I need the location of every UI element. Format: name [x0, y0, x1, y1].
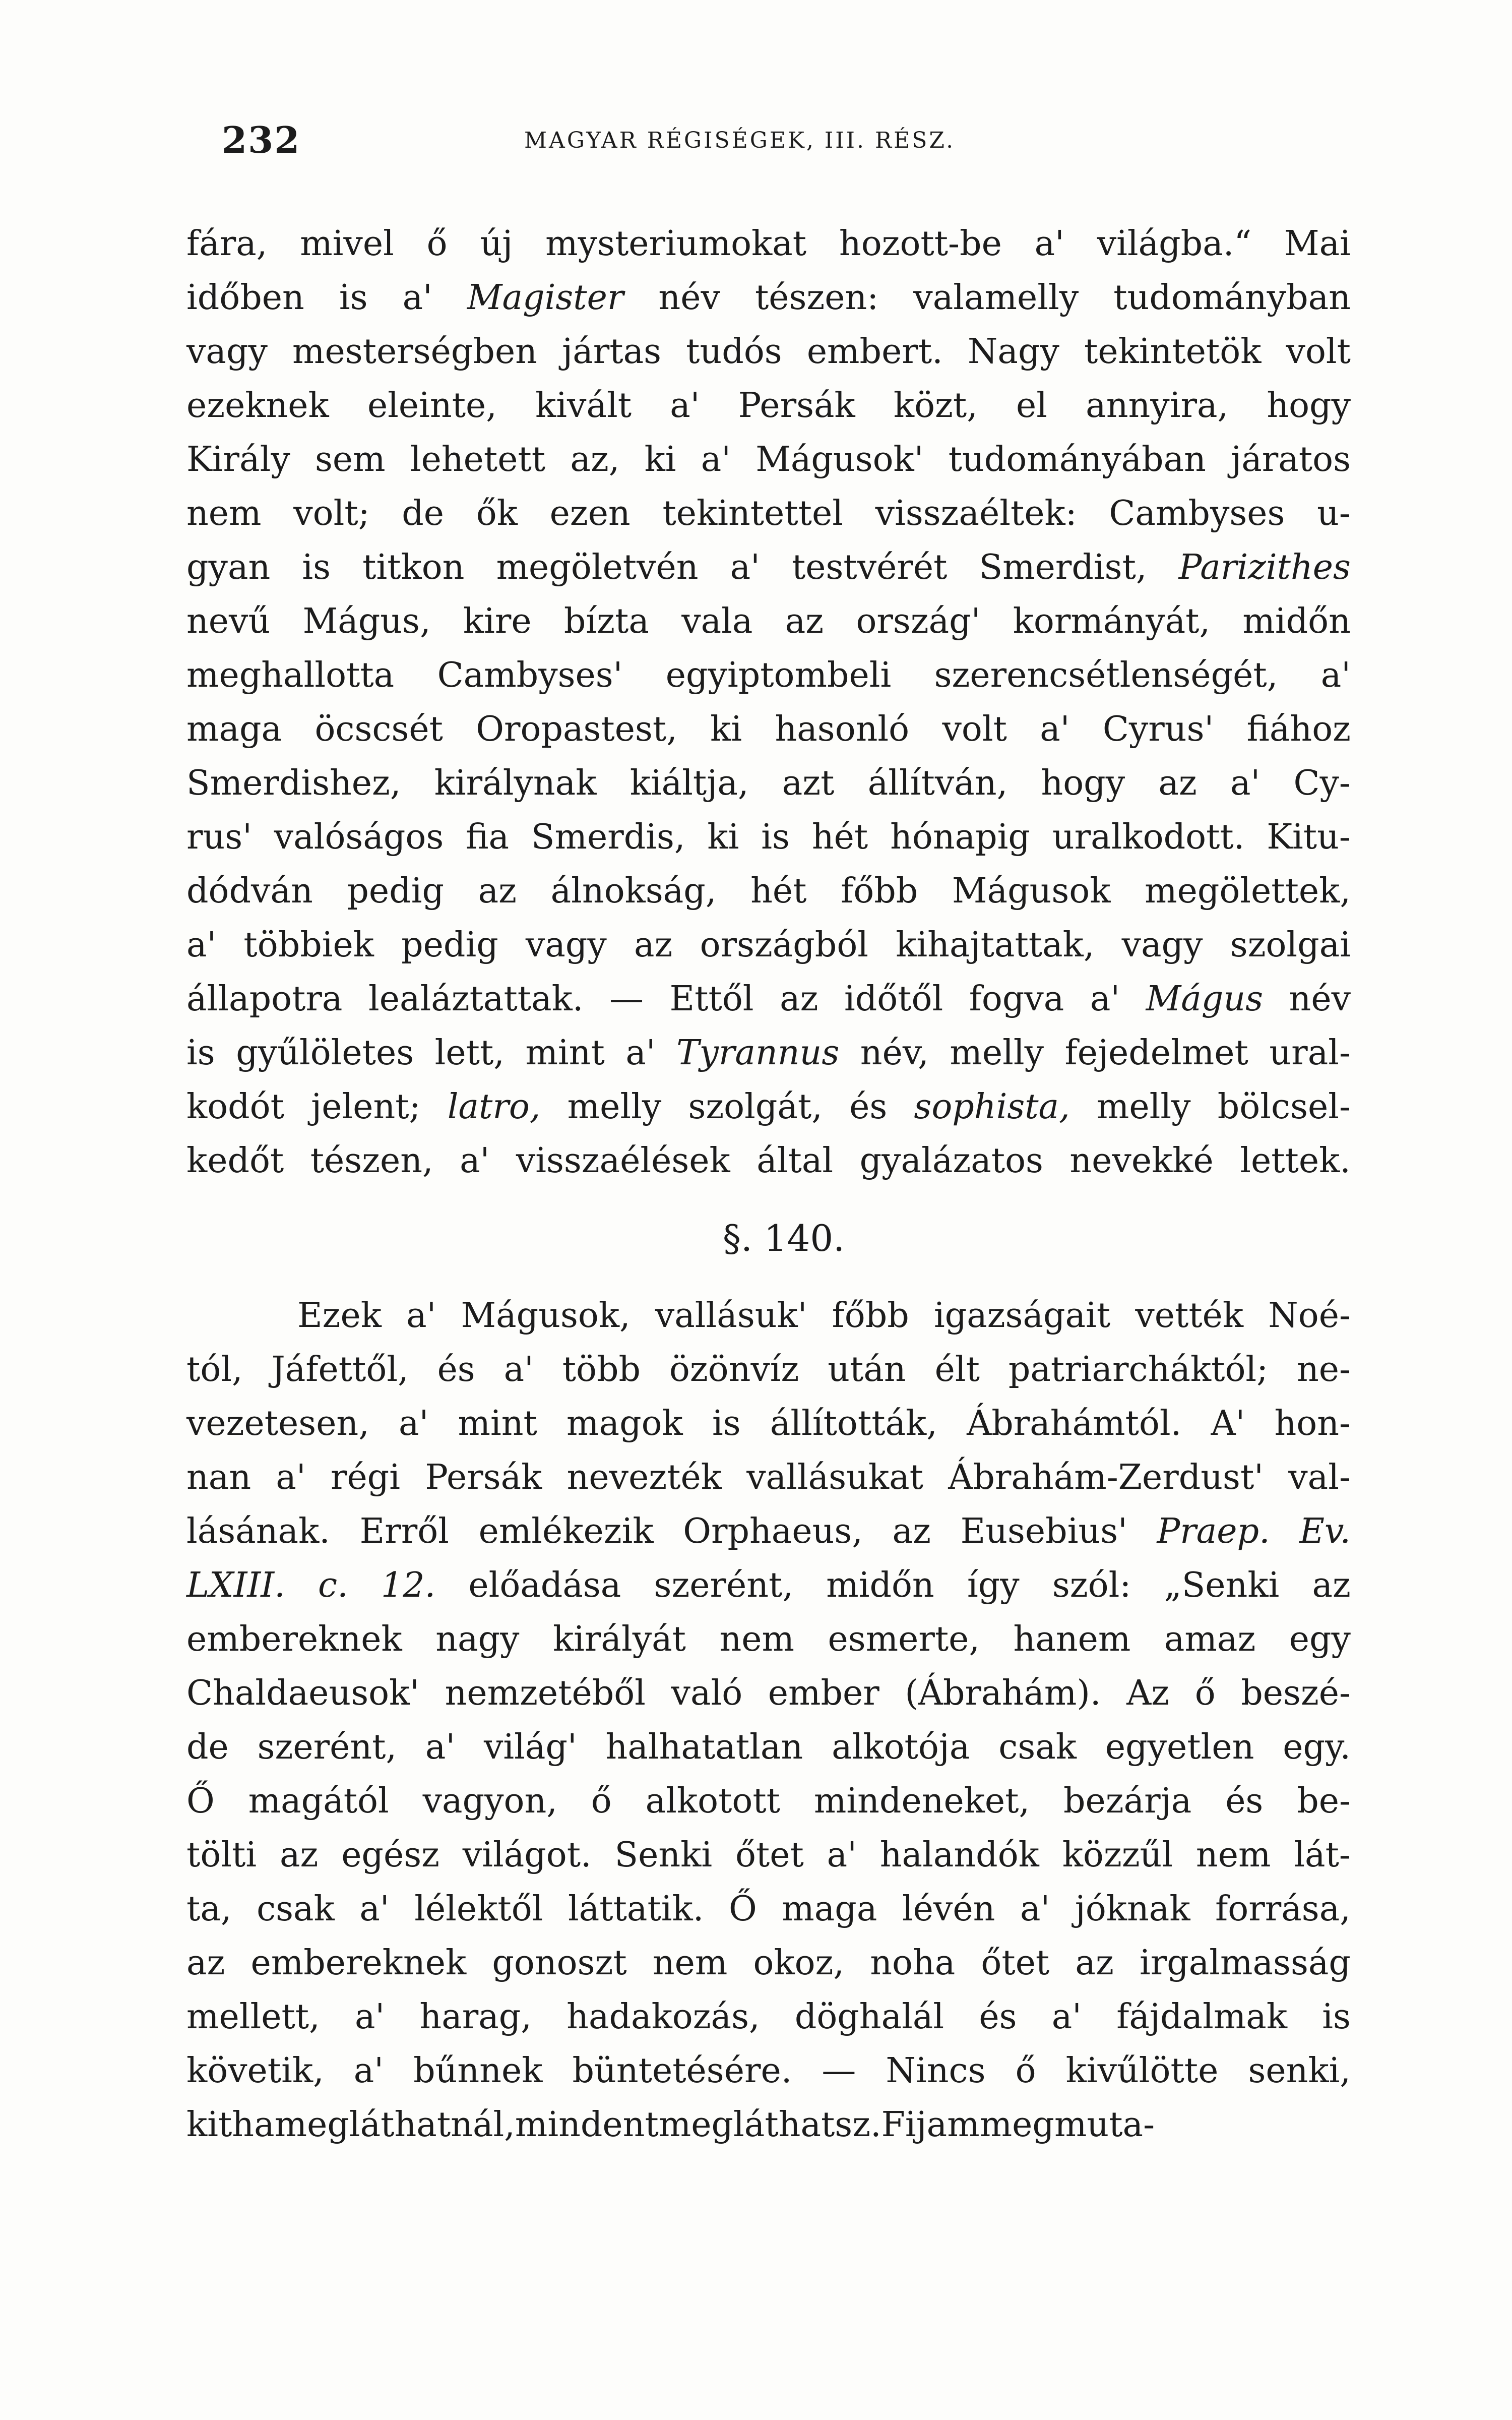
text-line: maga öcscsét Oropastest, ki hasonló volt a' Cyrus' fiához: [186, 709, 1351, 749]
paragraph-2: [186, 1289, 1351, 2152]
text-line: állapotra lealáztattak. — Ettől az időtől fogva a' Mágus név: [186, 979, 1351, 1019]
text-line: az embereknek gonoszt nem okoz, noha őtet az irgalmasság: [186, 1943, 1351, 1983]
text-line: nem volt; de ők ezen tekintettel visszaéltek: Cambyses u-: [186, 494, 1351, 533]
text-line: Király sem lehetett az, ki a' Mágusok' tudományában járatos: [186, 440, 1351, 479]
text-line: LXIII. c. 12. előadása szerént, midőn így szól: „Senki az: [186, 1565, 1351, 1605]
text-line: a' többiek pedig vagy az országból kihajtattak, vagy szolgai: [186, 925, 1351, 965]
text-line: vagy mesterségben jártas tudós embert. Nagy tekintetök volt: [186, 332, 1351, 372]
text-line: embereknek nagy királyát nem esmerte, hanem amaz egy: [186, 1619, 1351, 1659]
text-line: ezeknek eleinte, kivált a' Persák közt, el annyira, hogy: [186, 386, 1351, 426]
page-number: 232: [222, 118, 301, 161]
paragraph-1: [186, 217, 1351, 1188]
text-line: tól, Jáfettől, és a' több özönvíz után élt patriarcháktól; ne-: [186, 1350, 1351, 1389]
text-line: Chaldaeusok' nemzetéből való ember (Ábrahám). Az ő beszé-: [186, 1673, 1351, 1713]
running-head: MAGYAR RÉGISÉGEK, III. RÉSZ.: [524, 128, 956, 153]
text-line: rus' valóságos fia Smerdis, ki is hét hónapig uralkodott. Kitu-: [186, 817, 1351, 857]
text-line: de szerént, a' világ' halhatatlan alkotója csak egyetlen egy.: [186, 1727, 1351, 1767]
text-line: vezetesen, a' mint magok is állították, Ábrahámtól. A' hon-: [186, 1404, 1351, 1443]
text-line: meghallotta Cambyses' egyiptombeli szerencsétlenségét, a': [186, 655, 1351, 695]
text-line: Ezek a' Mágusok, vallásuk' főbb igazságait vették Noé-: [297, 1296, 1351, 1336]
text-line: követik, a' bűnnek büntetésére. — Nincs ő kivűlötte senki,: [186, 2051, 1351, 2091]
text-line: időben is a' Magister név tészen: valamelly tudományban: [186, 278, 1351, 318]
text-line: tölti az egész világot. Senki őtet a' halandók közzűl nem lát-: [186, 1835, 1351, 1875]
text-line: mellett, a' harag, hadakozás, döghalál és a' fájdalmak is: [186, 1997, 1351, 2037]
text-line: Smerdishez, királynak kiáltja, azt állítván, hogy az a' Cy-: [186, 763, 1351, 803]
text-line: lásának. Erről emlékezik Orphaeus, az Eusebius' Praep. Ev.: [186, 1511, 1351, 1551]
text-line: fára, mivel ő új mysteriumokat hozott-be a' világba.“ Mai: [186, 224, 1351, 264]
text-line: is gyűlöletes lett, mint a' Tyrannus név, melly fejedelmet ural-: [186, 1033, 1351, 1073]
text-line: Ő magától vagyon, ő alkotott mindeneket, bezárja és be-: [186, 1781, 1351, 1821]
text-line: kit ha megláthatnál, mindent megláthatsz. Fijam megmuta-: [186, 2105, 1155, 2145]
body-text: [186, 217, 1351, 2152]
text-line: kodót jelent; latro, melly szolgát, és sophista, melly bölcsel-: [186, 1087, 1351, 1127]
text-line: nan a' régi Persák nevezték vallásukat Ábrahám-Zerdust' val-: [186, 1458, 1351, 1497]
text-line: gyan is titkon megöletvén a' testvérét Smerdist, Parizithes: [186, 548, 1351, 587]
text-line: ta, csak a' lélektől láttatik. Ő maga lévén a' jóknak forrása,: [186, 1889, 1351, 1929]
text-line: nevű Mágus, kire bízta vala az ország' kormányát, midőn: [186, 601, 1351, 641]
text-line: dódván pedig az álnokság, hét főbb Mágusok megölettek,: [186, 871, 1351, 911]
section-heading: §. 140.: [722, 1217, 845, 1259]
page-header: [212, 118, 1371, 169]
text-line: kedőt tészen, a' visszaélések által gyalázatos nevekké lettek.: [186, 1141, 1351, 1181]
